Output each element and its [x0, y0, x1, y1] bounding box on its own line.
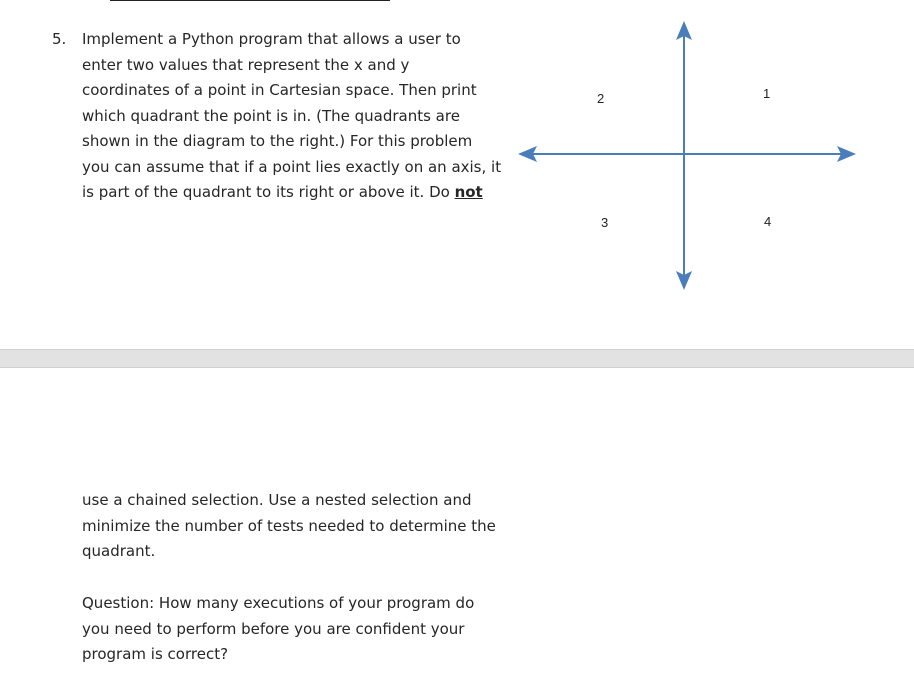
question-continuation — [82, 488, 512, 565]
continuation-line: minimize the number of tests needed to determine the — [82, 516, 496, 535]
question-number: 5. — [52, 30, 67, 48]
quadrant-label-3: 3 — [601, 215, 609, 230]
followup-line: Question: How many executions of your program do — [82, 594, 475, 612]
emphasis-not: not — [454, 183, 483, 201]
question-line: which quadrant the point is in. (The quadrants are — [82, 106, 460, 125]
quadrant-label-4: 4 — [764, 214, 772, 229]
question-line: coordinates of a point in Cartesian space. Then print — [82, 81, 477, 99]
question-line: shown in the diagram to the right.) For this problem — [82, 132, 473, 150]
question-line: you can assume that if a point lies exactly on an axis, it — [82, 157, 502, 176]
axes — [518, 21, 856, 290]
followup-line: you need to perform before you are confident your — [82, 619, 465, 638]
followup-question — [82, 591, 502, 668]
followup-line: program is correct? — [82, 645, 229, 663]
quadrant-label-2: 2 — [597, 91, 605, 106]
question-line: Implement a Python program that allows a user to — [82, 30, 461, 48]
question-last-line-prefix: is part of the quadrant to its right or above it. Do — [82, 183, 455, 201]
continuation-line: quadrant. — [82, 542, 156, 560]
page-break-divider — [0, 349, 914, 368]
quadrant-label-1: 1 — [763, 86, 771, 101]
question-line: enter two values that represent the x and y — [82, 55, 410, 74]
continuation-line: use a chained selection. Use a nested selection and — [82, 491, 472, 509]
